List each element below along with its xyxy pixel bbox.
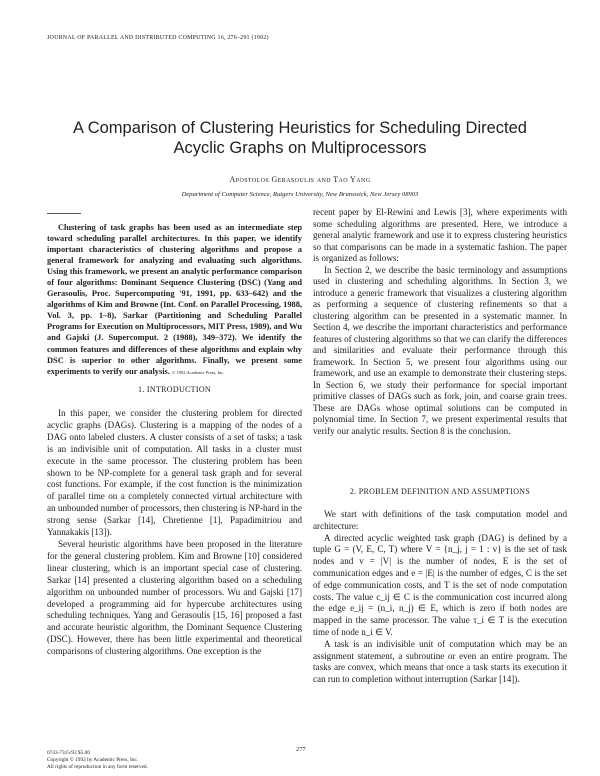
abstract-text: Clustering of task graphs has been used as an intermediate step toward scheduling parallel architectures. In this paper, we identify important characteristics of clustering algorithms and propose a general framework for analyzing and evaluating such algorithms. Using this framework, we present an analytic performance comparison of four algorithms: Dominant Sequence Clustering (DSC) (Yang and Gerasoulis, Proc. Supercomputing '91, 1991, pp. 633–642) and the algorithms of Kim and Browne (Int. Conf. on Parallel Processing, 1988, Vol. 3, pp. 1–8), Sarkar (Partitioning and Scheduling Parallel Programs for Execution on Multiprocessors, MIT Press, 1989), and Wu and Gajski (J. Supercomput. 2 (1988), 349–372). We identify the common features and differences of these algorithms and explain why DSC is superior to other algorithms. Finally, we present some experiments to verify our analysis.: [47, 223, 302, 376]
paragraph: A task is an indivisible unit of computation which may be an assignment statement, a subroutine or even an entire program. The tasks are convex, which means that once a task starts its execution it can run to completion without interruption (Sarkar [14]).: [313, 638, 567, 685]
copyright-footer: [47, 750, 148, 771]
copyright-line: Copyright © 1992 by Academic Press, Inc.: [47, 757, 139, 763]
journal-header: JOURNAL OF PARALLEL AND DISTRIBUTED COMPUTING 16, 276–291 (1992): [47, 35, 269, 41]
introduction-body: [47, 408, 302, 658]
page-number: 277: [296, 746, 306, 753]
paragraph: In Section 2, we describe the basic terminology and assumptions used in clustering and scheduling algorithms. In Section 3, we introduce a generic framework that visualizes a clustering algorithm as performing a sequence of clustering refinements so that a clustering algorithm can be presented in a systematic manner. In Section 4, we describe the important characteristics and performance features of clustering algorithms so that we can clarify the differences and similarities and evaluate their performance through this framework. In Section 5, we present four algorithms using our framework, and use an example to demonstrate their clustering steps. In Section 6, we study their performance for special important primitive classes of DAGs such as fork, join, and coarse grain trees. These are DAGs whose optimal solutions can be computed in polynomial time. In Section 7, we present experimental results that verify our analytic results. Section 8 is the conclusion.: [313, 264, 567, 436]
section-heading-introduction: 1. INTRODUCTION: [138, 385, 211, 394]
paragraph: A directed acyclic weighted task graph (DAG) is defined by a tuple G = (V, E, C, T) where V = {n_j, j = 1 : v} is the set of task nodes and v = |V| is the number of nodes, E is the set of communication edges and e = |E| is the number of edges, C is the set of edge communication costs, and T is the set of node computation costs. The value c_ij ∈ C is the communication cost incurred along the edge e_ij = (n_i, n_j) ∈ E, which is zero if both nodes are mapped in the same processor. The value τ_i ∈ T is the execution time of node n_i ∈ V.: [313, 532, 567, 637]
right-column-intro: [313, 207, 567, 437]
rights-line: All rights of reproduction in any form reserved.: [47, 764, 148, 770]
abstract: [47, 222, 302, 378]
paragraph-continuation: recent paper by El-Rewini and Lewis [3], where experiments with some scheduling algorithms are presented. Here, we introduce a general analytic framework and use it to express clustering heuristics so that comparisons can be made in a systematic fashion. The paper is organized as follows:: [313, 207, 567, 263]
paper-title-line-1: A Comparison of Clustering Heuristics for Scheduling Directed: [73, 119, 527, 137]
paragraph: We start with definitions of the task computation model and architecture:: [313, 509, 567, 531]
affiliation: Department of Computer Science, Rutgers University, New Brunswick, New Jersey 08903: [181, 191, 419, 198]
abstract-rule: [47, 213, 81, 214]
abstract-copyright: © 1992 Academic Press, Inc.: [172, 369, 225, 375]
section-heading-problem-definition: 2. PROBLEM DEFINITION AND ASSUMPTIONS: [349, 487, 531, 496]
paragraph: In this paper, we consider the clustering problem for directed acyclic graphs (DAGs). Clustering is a mapping of the nodes of a DAG onto labeled clusters. A cluster consists of a set of tasks; a task is an indivisible unit of computation. All tasks in a cluster must execute in the same processor. The clustering problem has been shown to be NP-complete for a general task graph and for several cost functions. For example, if the cost function is the minimization of parallel time on a completely connected virtual architecture with an unbounded number of processors, then clustering is NP-hard in the strong sense (Sarkar [14], Chretienne [1], Papadimitriou and Yannakakis [13]).: [47, 408, 302, 538]
section2-body: [313, 509, 567, 686]
authors: Apostolos Gerasoulis and Tao Yang: [229, 175, 371, 184]
paper-title-line-2: Acyclic Graphs on Multiprocessors: [173, 139, 427, 157]
paragraph: Several heuristic algorithms have been proposed in the literature for the general clustering problem. Kim and Browne [10] considered linear clustering, which is an important special case of clustering. Sarkar [14] presented a clustering algorithm based on a scheduling algorithm on unbounded number of processors. Wu and Gajski [17] developed a programming aid for hypercube architectures using scheduling techniques. Yang and Gerasoulis [15, 16] proposed a fast and accurate heuristic algorithm, the Dominant Sequence Clustering (DSC). However, there has been little experimental and theoretical comparisons of clustering algorithms. One exception is the: [47, 538, 302, 657]
issn-line: 0743-7315/92 $5.00: [47, 750, 90, 756]
